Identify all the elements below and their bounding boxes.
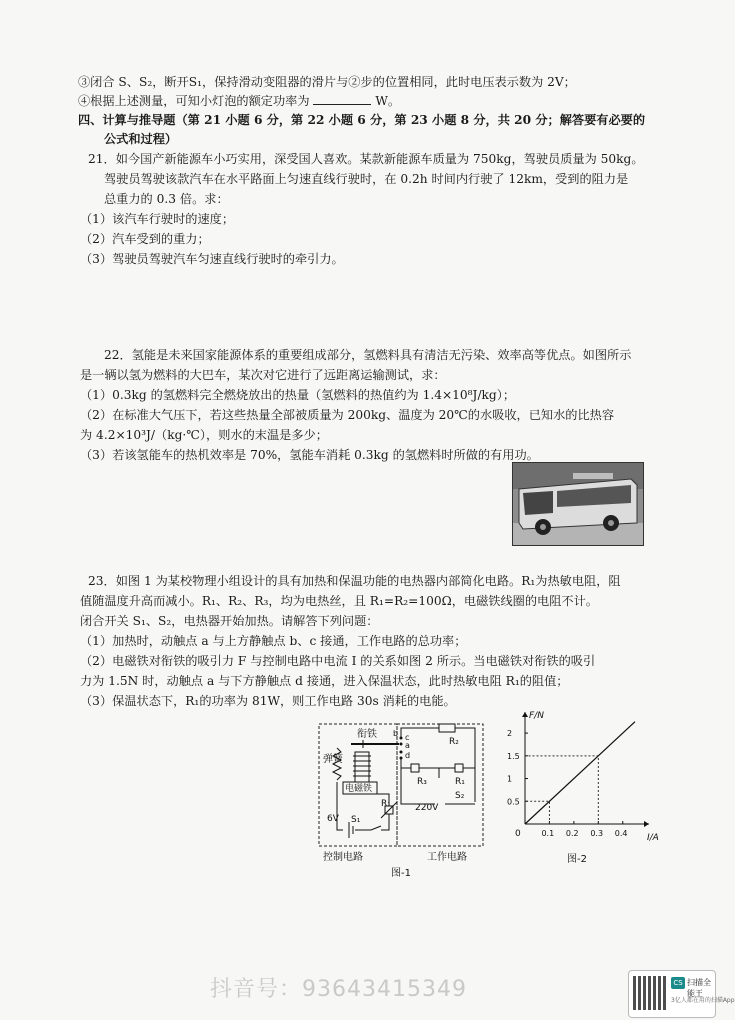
s1-label: S₁ <box>351 815 361 825</box>
q23-line-6: 力为 1.5N 时，动触点 a 与下方静触点 d 接通，进入保温状态，此时热敏电阻 R₁的阻值； <box>80 674 569 688</box>
electromagnet-coil <box>353 756 371 776</box>
q21-line-2: 驾驶员驾驶该款汽车在水平路面上匀速直线行驶时，在 0.2h 时间内行驶了 12km，受到的阻力是 <box>104 172 629 186</box>
armature-label: 衔铁 <box>357 729 377 740</box>
y-tick-label: 2 <box>507 729 513 739</box>
scanner-badge <box>628 970 735 1018</box>
r3-label: R₃ <box>417 777 427 787</box>
q23-part1: （1）加热时，动触点 a 与上方静触点 b、c 接通，工作电路的总功率； <box>80 634 467 648</box>
origin-label: 0 <box>515 829 521 839</box>
r2-label: R₂ <box>449 737 459 747</box>
step4-unit: W。 <box>375 94 401 108</box>
x-tick-label: 0.2 <box>565 829 579 838</box>
y-tick-label: 0.5 <box>507 797 520 807</box>
q22-part3: （3）若该氢能车的热机效率是 70%，氢能车消耗 0.3kg 的氢燃料时所做的有用功。 <box>80 448 539 462</box>
q23-part3: （3）保温状态下，R₁的功率为 81W，则工作电路 30s 消耗的电能。 <box>80 694 456 708</box>
q22-line-2: 是一辆以氢为燃料的大巴车，某次对它进行了远距离运输测试，求： <box>80 368 446 382</box>
douyin-watermark: 抖音号：93643415349 <box>210 977 467 1002</box>
q22-part2: （2）在标准大气压下，若这些热量全部被质量为 200kg、温度为 20℃的水吸收，已知水的比热容 <box>80 408 615 422</box>
step3-text: ③闭合 S、S₂，断开S₁，保持滑动变阻器的滑片与②步的位置相同，此时电压表示数为 2V； <box>78 75 576 89</box>
work-circuit-label: 工作电路 <box>427 852 467 863</box>
q22-part1: （1）0.3kg 的氢燃料完全燃烧放出的热量（氢燃料的热值约为 1.4×10⁸J/kg）； <box>80 388 516 402</box>
step4-line <box>78 92 400 110</box>
figure2-caption: 图-2 <box>567 854 587 865</box>
x-tick-label: 0.1 <box>541 829 555 838</box>
force-current-graph <box>505 712 665 872</box>
section4-heading-cont: 公式和过程） <box>104 132 178 146</box>
y-axis-label: F/N <box>529 711 544 721</box>
camscanner-logo-icon: CS <box>671 977 685 989</box>
voltage-220v-label: 220V <box>415 803 439 813</box>
q23-line-1: 23．如图 1 为某校物理小组设计的具有加热和保温功能的电热器内部简化电路。R₁为热敏电阻，阻 <box>88 574 621 588</box>
r1-work-label: R₁ <box>455 777 465 787</box>
x-tick-label: 0.3 <box>590 829 604 838</box>
contact-d-label: d <box>405 751 411 760</box>
x-axis-arrow <box>644 821 649 827</box>
q21-part3: （3）驾驶员驾驶汽车匀速直线行驶时的牵引力。 <box>80 252 344 266</box>
contact-c-label: c <box>405 733 410 742</box>
r1-work-resistor <box>455 764 463 772</box>
r1-control-label: R₁ <box>381 799 391 809</box>
spring-label-1: 弹簧 <box>323 754 343 765</box>
q23-line-3: 闭合开关 S₁、S₂，电热器开始加热。请解答下列问题： <box>80 614 379 628</box>
hydrogen-bus-photo <box>512 462 644 546</box>
scanner-subtitle: 3亿人都在用的扫描App <box>671 997 735 1004</box>
qr-code-icon <box>633 976 667 1010</box>
r2-resistor <box>439 724 455 732</box>
q22-line-1: 22．氢能是未来国家能源体系的重要组成部分，氢燃料具有清洁无污染、效率高等优点。如图所示 <box>104 348 632 362</box>
f-i-series-line <box>525 722 635 824</box>
q21-line-3: 总重力的 0.3 倍。求： <box>104 192 229 206</box>
step4-text: ④根据上述测量，可知小灯泡的额定功率为 <box>78 94 310 108</box>
y-axis-arrow <box>522 712 528 717</box>
q21-part1: （1）该汽车行驶时的速度； <box>80 212 235 226</box>
scanner-title: 扫描全能王 <box>687 978 711 998</box>
y-tick-label: 1.5 <box>507 751 520 761</box>
y-tick-label: 1 <box>507 774 513 784</box>
section4-heading: 四、计算与推导题（第 21 小题 6 分，第 22 小题 6 分，第 23 小题 8 分，共 20 分；解答要有必要的 <box>78 113 646 127</box>
figure1-caption: 图-1 <box>391 868 411 879</box>
q23-line-2: 值随温度升高而减小。R₁、R₂、R₃，均为电热丝，且 R₁=R₂=100Ω，电磁铁线圈的电阻不计。 <box>80 594 598 608</box>
circuit-diagram <box>315 718 493 880</box>
contact-b-label: b <box>393 729 399 738</box>
answer-blank[interactable] <box>313 93 371 105</box>
q21-line-1: 21．如今国产新能源车小巧实用，深受国人喜欢。某款新能源车质量为 750kg，驾驶员质量为 50kg。 <box>88 152 644 166</box>
control-circuit-label: 控制电路 <box>323 852 363 863</box>
electromagnet-label: 电磁铁 <box>345 784 373 794</box>
q22-line-5: 为 4.2×10³J/（kg·℃），则水的末温是多少； <box>80 428 328 442</box>
r3-resistor <box>411 764 419 772</box>
s2-label: S₂ <box>455 791 465 801</box>
voltage-6v-label: 6V <box>327 814 339 824</box>
q21-part2: （2）汽车受到的重力； <box>80 232 210 246</box>
contact-a-label: a <box>405 741 410 750</box>
x-axis-label: I/A <box>647 833 659 843</box>
x-tick-label: 0.4 <box>614 829 628 838</box>
q23-part2: （2）电磁铁对衔铁的吸引力 F 与控制电路中电流 I 的关系如图 2 所示。当电磁铁对衔铁的吸引 <box>80 654 596 668</box>
